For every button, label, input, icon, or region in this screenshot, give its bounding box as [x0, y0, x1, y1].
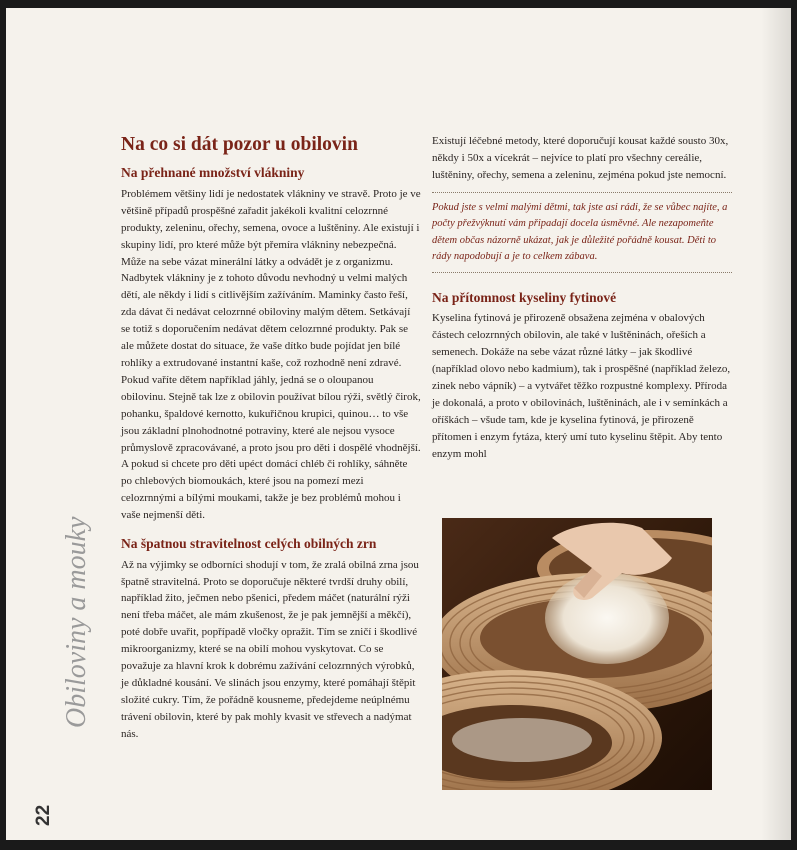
chapter-side-label: Obiloviny a mouky — [61, 516, 92, 728]
page-title: Na co si dát pozor u obilovin — [121, 134, 358, 155]
section-text-fiber: Problémem většiny lidí je nedostatek vlákniny ve stravě. Proto je ve většině případů prospěšné zařadit jakékoli kvalitní celozrnné produkty, zeleninu, ořechy, semena, ovoce a luštěniny. Ale existují i skupiny lidí, pro které může být přemíra vlákniny nebezpečná. Může na sebe vázat minerální látky a odvádět je z organizmu. Nadbytek vlákniny je z tohoto důvodu nevhodný u velmi malých dětí, ale někdy i lidí s citlivějším zažíváním. Maminky často řeší, zda dávat či nedávat celozrnné obiloviny malým dětem. Setkávají se totiž s doporučením nedávat dětem celozrnné produkty. Pak se ale můžete dostat do situace, že vaše dítko bude pojídat jen bílé rohlíky a extrudované instantní kaše, což rozhodně není zdravé. Pokud vaříte dětem například jáhly, jedná se o oloupanou obilovinu. Stejně tak lze z obilovin používat bílou rýži, světlý čirok, pohanku, špaldové kernotto, kukuřičnou krupici, quinou… to vše jsou základní plnohodnotné potraviny, které ale nejsou vysoce průmyslově zpracovávané, a proto jsou pro děti i dospělé vhodnější. A pokud si chcete pro děti upéct domácí chléb či rohlíky, sáhněte po chlebových biomoukách, které jsou na pomezí mezi celozrnnými a bílými moukami, takže je bez problémů mohou i vaše nejmenší děti. — [121, 187, 421, 522]
page-number: 22 — [33, 804, 54, 826]
intro-text: Existují léčebné metody, které doporučují kousat každé sousto 30x, někdy i 50x a vícekrát – nejvíce to platí pro všechny cereálie, luštěniny, ořechy, semena a zeleninu, zejména pokud jste nemocní. — [432, 135, 729, 181]
section-heading-fiber: Na přehnané množství vlákniny — [121, 165, 305, 181]
right-column — [432, 133, 732, 462]
tip-text: Pokud jste s velmi malými dětmi, tak jste asi rádi, že se vůbec najíte, a počty přežvýknutí vám připadají docela úsměvné. Ale nezapomeňte dětem občas názorně ukázat, jak je důležité pořádně kousat. Děti to rády napodobují a je to celkem zábava. — [432, 201, 728, 263]
section-text-phytic-acid: Kyselina fytinová je přirozeně obsažena zejména v obalových částech celozrnných obilovin, ale také v luštěninách, ořeších a semenech. Dokáže na sebe vázat různé látky – jak škodlivé (například olovo nebo kadmium), tak i prospěšné (například železo, zinek nebo vápník) – a vytvářet těžko rozpustné komplexy. Příroda je dokonalá, a proto v obilovinách, luštěninách, ale i v semínkách a oříškách – všude tam, kde je kyselina fytinová, je přirozeně přítomen i enzym fytáza, který umí tuto kyselinu štěpit. Aby tento enzym mohl — [432, 312, 731, 460]
tip-box — [432, 192, 732, 273]
section-heading-digestibility: Na špatnou stravitelnost celých obilných zrn — [121, 536, 377, 552]
proofing-baskets-flour-icon — [442, 518, 712, 790]
section-text-digestibility: Až na výjimky se odborníci shodují v tom, že zralá obilná zrna jsou špatně stravitelná. Proto se doporučuje některé tvrdší druhy obilí, například žito, ječmen nebo pšenici, předem máčet (naturální rýži není třeba máčet, ale mám zkušenost, že je pak jemnější a měkčí), poté dobře uvařit, popřípadě vločky opražit. Tím se zničí i škodlivé mikroorganizmy, které se na obilí mohou vyskytovat. Co se považuje za hlavní krok k dobrému zažívání celozrnných výrobků, je důkladné kousání. Ve slinách jsou enzymy, které pomáhají štěpit složité cukry. Tím, že pořádně kousneme, předejdeme neúplnému trávení obilovin, které by pak mohly kvasit ve střevech a nadýmat nás. — [121, 558, 419, 740]
baking-photo — [442, 518, 712, 790]
left-column — [121, 133, 421, 743]
section-heading-phytic-acid: Na přítomnost kyseliny fytinové — [432, 289, 617, 305]
book-page — [6, 8, 791, 840]
